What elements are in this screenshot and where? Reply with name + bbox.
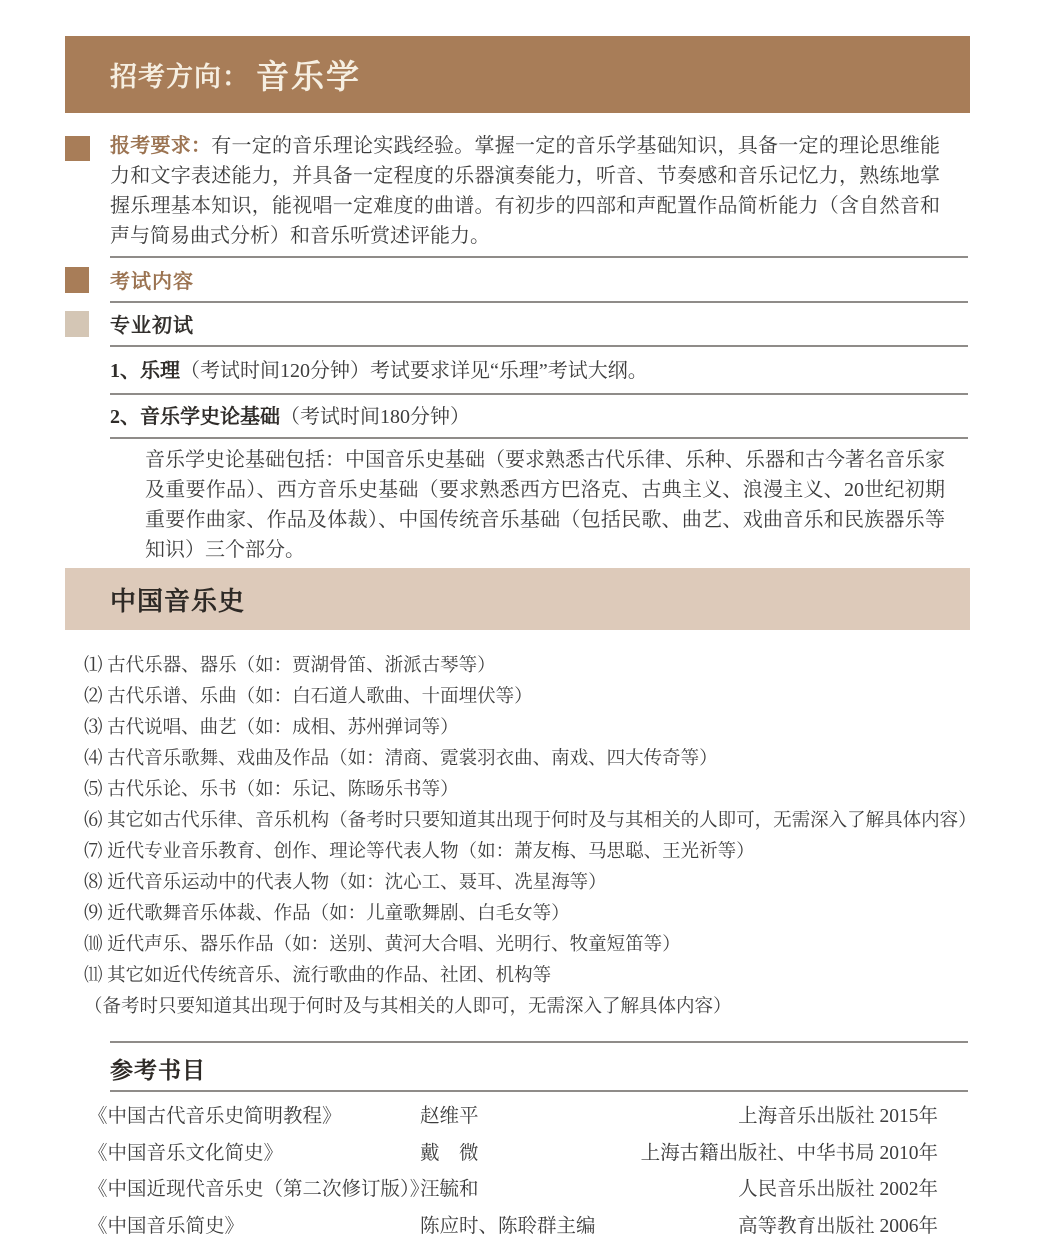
topic-item: ⑼ 近代歌舞音乐体裁、作品（如：儿童歌舞剧、白毛女等） [84, 904, 570, 924]
requirements-text: 有一定的音乐理论实践经验。掌握一定的音乐学基础知识，具备一定的理论思维能力和文字表述能力，并具备一定程度的乐器演奏能力，听音、节奏感和音乐记忆力，熟练地掌握乐理基本知识，能视唱一定难度的曲谱。有初步的四部和声配置作品简析能力（含自然音和声与简易曲式分析）和音乐听赏述评能力。 [110, 135, 940, 247]
exam-content-section [65, 265, 194, 294]
subject-1-detail: （考试时间120分钟）考试要求详见“乐理”考试大纲。 [180, 360, 648, 382]
book-title: 《中国音乐简史》 [88, 1215, 245, 1237]
book-row [88, 1136, 938, 1173]
book-author: 戴 微 [420, 1142, 479, 1164]
divider [110, 345, 968, 347]
reference-books-table [88, 1099, 938, 1245]
book-row [88, 1209, 938, 1246]
subject-item-1 [110, 354, 648, 383]
book-title: 《中国音乐文化简史》 [88, 1142, 284, 1164]
divider [110, 301, 968, 303]
topic-item: ⑴ 古代乐器、器乐（如：贾湖骨笛、浙派古琴等） [84, 656, 496, 676]
book-row [88, 1172, 938, 1209]
subject-item-2 [110, 400, 470, 429]
requirements-section [65, 131, 940, 251]
banner-title: 音乐学 [256, 60, 361, 96]
topic-item: ⑽ 近代声乐、器乐作品（如：送别、黄河大合唱、光明行、牧童短笛等） [84, 935, 681, 955]
topic-item: ⑵ 古代乐谱、乐曲（如：白石道人歌曲、十面埋伏等） [84, 687, 533, 707]
subject-2-detail: （考试时间180分钟） [280, 406, 470, 428]
topics-note: （备考时只要知道其出现于何时及与其相关的人即可，无需深入了解具体内容） [84, 997, 732, 1017]
references-heading: 参考书目 [110, 1058, 206, 1083]
preliminary-section [65, 309, 194, 338]
subject-2-name: 2、音乐学史论基础 [110, 406, 280, 428]
book-publisher: 高等教育出版社 2006年 [738, 1215, 938, 1237]
topics-list [84, 651, 984, 1023]
brown-square-marker [65, 136, 90, 161]
chinese-music-history-banner [65, 568, 970, 630]
section-banner-title: 中国音乐史 [110, 586, 246, 616]
book-publisher: 人民音乐出版社 2002年 [738, 1179, 938, 1200]
topic-item: ⑷ 古代音乐歌舞、戏曲及作品（如：清商、霓裳羽衣曲、南戏、四大传奇等） [84, 749, 718, 769]
divider [110, 1041, 968, 1043]
book-author: 陈应时、陈聆群主编 [420, 1215, 596, 1237]
book-title: 《中国近现代音乐史（第二次修订版）》 [88, 1179, 430, 1200]
subject-1-name: 1、乐理 [110, 360, 180, 382]
title-banner [65, 36, 970, 113]
divider [110, 437, 968, 439]
book-author: 赵维平 [420, 1106, 479, 1127]
topic-item: ⑺ 近代专业音乐教育、创作、理论等代表人物（如：萧友梅、马思聪、王光祈等） [84, 842, 755, 862]
book-publisher: 上海古籍出版社、中华书局 2010年 [640, 1142, 938, 1164]
requirements-paragraph [110, 131, 940, 251]
topic-item: ⑹ 其它如古代乐律、音乐机构（备考时只要知道其出现于何时及与其相关的人即可，无需深入了解具体内容） [84, 811, 977, 831]
book-publisher: 上海音乐出版社 2015年 [738, 1106, 938, 1127]
divider [110, 1090, 968, 1092]
preliminary-heading: 专业初试 [110, 315, 194, 337]
brown-square-marker [65, 267, 89, 293]
topic-item: ⑻ 近代音乐运动中的代表人物（如：沈心工、聂耳、冼星海等） [84, 873, 607, 893]
beige-square-marker [65, 311, 89, 337]
topic-item: ⑶ 古代说唱、曲艺（如：成相、苏州弹词等） [84, 718, 459, 738]
book-row [88, 1099, 938, 1136]
book-author: 汪毓和 [420, 1179, 479, 1200]
divider [110, 393, 968, 395]
syllabus-description: 音乐学史论基础包括：中国音乐史基础（要求熟悉古代乐律、乐种、乐器和古今著名音乐家及重要作品）、西方音乐史基础（要求熟悉西方巴洛克、古典主义、浪漫主义、20世纪初期重要作曲家、作品及体裁）、中国传统音乐基础（包括民歌、曲艺、戏曲音乐和民族器乐等知识）三个部分。 [145, 449, 945, 561]
exam-content-heading: 考试内容 [110, 271, 194, 293]
book-title: 《中国古代音乐史简明教程》 [88, 1106, 342, 1127]
topic-item: ⑾ 其它如近代传统音乐、流行歌曲的作品、社团、机构等 [84, 966, 552, 986]
banner-prefix: 招考方向： [110, 62, 250, 92]
divider [110, 256, 968, 258]
requirements-label: 报考要求： [110, 135, 212, 157]
topic-item: ⑸ 古代乐论、乐书（如：乐记、陈旸乐书等） [84, 780, 459, 800]
